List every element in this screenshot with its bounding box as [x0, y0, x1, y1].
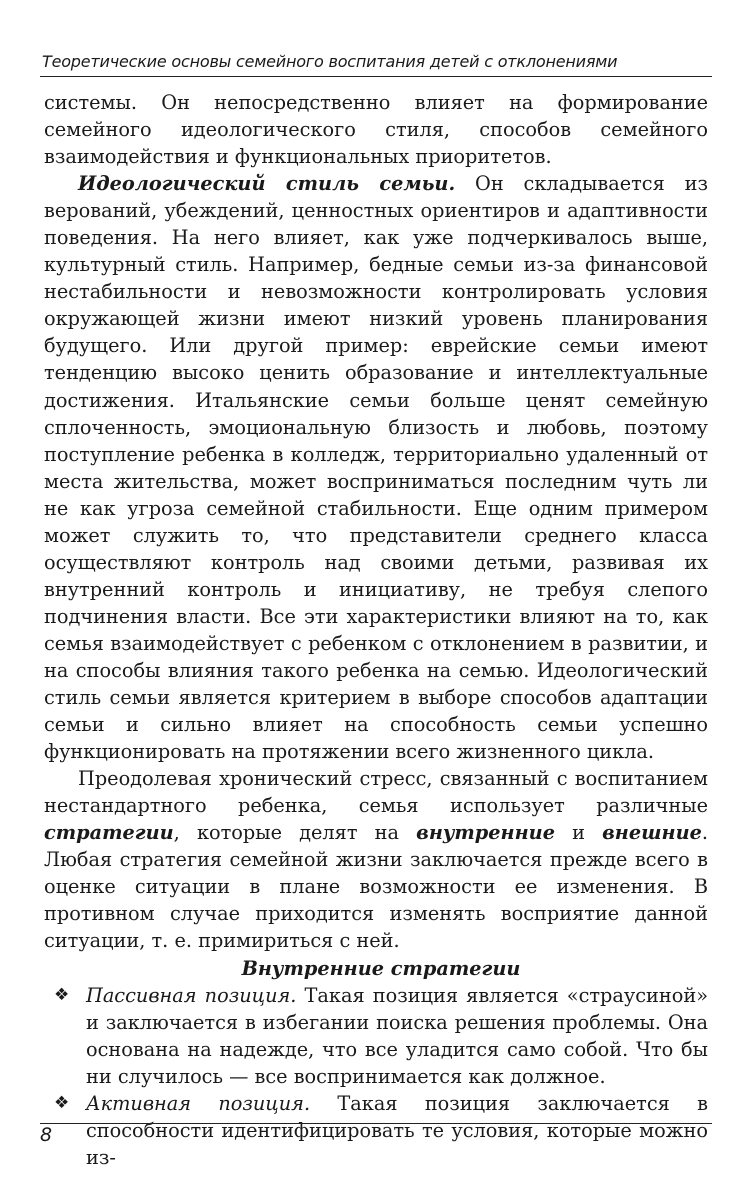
- list-item-passive-text: Такая позиция является «страусиной» и заключается в избегании поиска решения проблемы. Она основана на надежде, что все уладится само собой. Что бы ни случилось — все воспринимается как должное.: [86, 983, 708, 1088]
- paragraph-strategies: [44, 765, 708, 954]
- paragraph-ideological-style: [44, 170, 708, 765]
- term-internal: внутренние: [416, 821, 555, 845]
- page-number: 8: [40, 1124, 53, 1146]
- term-external: внешние: [602, 821, 702, 845]
- paragraph-strategies-text-c: и: [554, 821, 603, 845]
- running-header: Теоретические основы семейного воспитания детей с отклонениями: [42, 52, 618, 71]
- term-active-position: Активная позиция.: [86, 1091, 311, 1115]
- bullet-icon: ❖: [54, 984, 70, 1005]
- paragraph-strategies-text-b: , которые делят на: [173, 821, 417, 845]
- term-ideological-style: Идеологический стиль семьи.: [78, 172, 456, 196]
- paragraph-ideological-style-text: Он складывается из верований, убеждений, ценностных ориентиров и адаптивности поведения. На него влияет, как уже подчеркивалось выше, культурный стиль. Например, бедные семьи из-за финансовой нестабильности и невозможности контролировать условия окружающей жизни имеют низкий уровень планирования будущего. Или другой пример: еврейские семьи имеют тенденцию высоко ценить образование и интеллектуальные достижения. Итальянские семьи больше ценят семейную сплоченность, эмоциональную близость и любовь, поэтому поступление ребенка в колледж, территориально удаленный от места жительства, может восприниматься последним чуть ли не как угроза семейной стабильности. Еще одним примером может служить то, что представители среднего класса осуществляют контроль над своими детьми, развивая их внутренний контроль и инициативу, не требуя слепого подчинения власти. Все эти характеристики влияют на то, как семья взаимодействует с ребенком с отклонением в развитии, и на способы влияния такого ребенка на семью. Идеологический стиль семьи является критерием в выборе способов адаптации семьи и сильно влияет на способность семьи успешно функционировать на протяжении всего жизненного цикла.: [44, 172, 708, 764]
- section-heading: Внутренние стратегии: [241, 956, 521, 980]
- term-passive-position: Пассивная позиция.: [86, 983, 297, 1007]
- list-item-active: [44, 1090, 708, 1171]
- term-strategies: стратегии: [44, 821, 174, 845]
- list-item-active-text: Такая позиция заключается в способности идентифицировать те условия, которые можно из-: [86, 1091, 708, 1169]
- footer-rule: [40, 1123, 712, 1124]
- body-text: [44, 89, 708, 1171]
- paragraph-strategies-text-a: Преодолевая хронический стресс, связанный с воспитанием нестандартного ребенка, семья использует различные: [44, 767, 708, 818]
- paragraph-strategies-text-d: . Любая стратегия семейной жизни заключается прежде всего в оценке ситуации в плане возможности ее изменения. В противном случае приходится изменять восприятие данной ситуации, т. е. примириться с ней.: [44, 821, 708, 953]
- header-rule: [40, 76, 712, 77]
- list-item-passive: [44, 982, 708, 1090]
- bullet-icon: ❖: [54, 1092, 70, 1113]
- paragraph-continuation: системы. Он непосредственно влияет на формирование семейного идеологического стиля, способов семейного взаимодействия и функциональных приоритетов.: [44, 91, 708, 169]
